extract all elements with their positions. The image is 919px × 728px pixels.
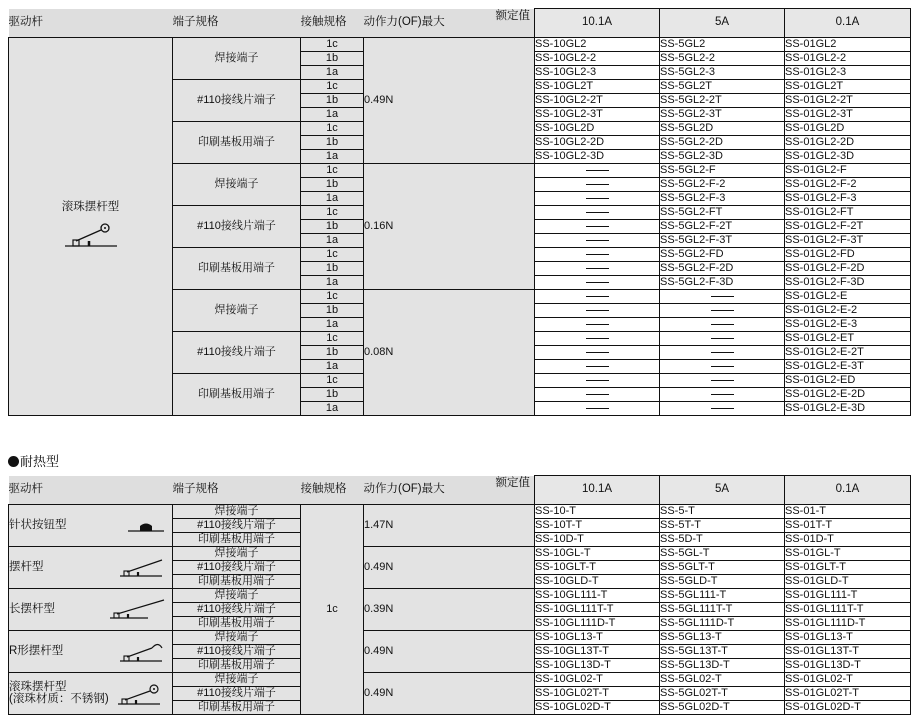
header-current-10a: 10.1A — [535, 9, 660, 38]
not-available-dash — [586, 268, 609, 269]
not-available-dash — [586, 212, 609, 213]
contact-spec-cell: 1a — [301, 150, 364, 164]
actuator-cell — [9, 631, 173, 673]
contact-spec-cell: 1a — [301, 360, 364, 374]
model-10a-cell: SS-10GL2-2 — [535, 52, 660, 66]
model-5a-cell: SS-5GL2 — [660, 38, 785, 52]
model-01a-cell: SS-01GL111T-T — [785, 603, 911, 617]
header-contact-spec: 接触规格 — [301, 9, 364, 38]
model-01a-cell: SS-01GL2D — [785, 122, 911, 136]
table-row — [9, 673, 911, 687]
model-5a-cell: SS-5GL13-T — [660, 631, 785, 645]
model-01a-cell: SS-01GL02T-T — [785, 687, 911, 701]
operating-force-cell: 0.39N — [364, 589, 535, 631]
contact-spec-cell: 1a — [301, 66, 364, 80]
actuator-cell — [9, 547, 173, 589]
model-01a-cell: SS-01T-T — [785, 519, 911, 533]
model-5a-cell: SS-5GL2-FD — [660, 248, 785, 262]
terminal-type-cell: 焊接端子 — [173, 589, 301, 603]
model-01a-cell: SS-01-T — [785, 505, 911, 519]
not-available-dash — [711, 408, 734, 409]
model-10a-cell: SS-10GL13D-T — [535, 659, 660, 673]
model-10a-cell: SS-10GL2-3T — [535, 108, 660, 122]
header-current-5a: 5A — [660, 9, 785, 38]
terminal-type-cell: 焊接端子 — [173, 164, 301, 206]
model-5a-cell — [660, 360, 785, 374]
model-10a-cell: SS-10GLT-T — [535, 561, 660, 575]
model-10a-cell — [535, 290, 660, 304]
contact-spec-cell: 1b — [301, 388, 364, 402]
section-title: 耐热型 — [20, 454, 60, 469]
not-available-dash — [586, 352, 609, 353]
model-01a-cell: SS-01GL2-F-2D — [785, 262, 911, 276]
model-01a-cell: SS-01GL2-E-3 — [785, 318, 911, 332]
standard-spec-table — [8, 8, 911, 416]
model-5a-cell: SS-5GLD-T — [660, 575, 785, 589]
contact-spec-cell: 1c — [301, 248, 364, 262]
model-10a-cell: SS-10GL2 — [535, 38, 660, 52]
terminal-type-cell: #110接线片端子 — [173, 206, 301, 248]
pin-plunger-icon — [126, 518, 166, 534]
model-10a-cell: SS-10GL111D-T — [535, 617, 660, 631]
model-10a-cell — [535, 388, 660, 402]
terminal-type-cell: 印刷基板用端子 — [173, 659, 301, 673]
model-01a-cell: SS-01GL111D-T — [785, 617, 911, 631]
model-10a-cell: SS-10GL2-2T — [535, 94, 660, 108]
model-5a-cell — [660, 290, 785, 304]
model-10a-cell — [535, 402, 660, 416]
model-01a-cell: SS-01GL02D-T — [785, 701, 911, 715]
model-10a-cell — [535, 248, 660, 262]
contact-spec-cell: 1c — [301, 374, 364, 388]
header-current-10a: 10.1A — [535, 476, 660, 505]
terminal-type-cell: #110接线片端子 — [173, 80, 301, 122]
contact-spec-cell: 1a — [301, 276, 364, 290]
model-5a-cell: SS-5GL2D — [660, 122, 785, 136]
model-01a-cell: SS-01GL2-E-2D — [785, 388, 911, 402]
model-01a-cell: SS-01GL2-ET — [785, 332, 911, 346]
model-10a-cell — [535, 318, 660, 332]
operating-force-cell: 0.49N — [364, 547, 535, 589]
not-available-dash — [711, 366, 734, 367]
model-10a-cell: SS-10GL13T-T — [535, 645, 660, 659]
table2-body — [9, 505, 911, 715]
model-01a-cell: SS-01GLD-T — [785, 575, 911, 589]
model-5a-cell: SS-5GL2-FT — [660, 206, 785, 220]
terminal-type-cell: 印刷基板用端子 — [173, 374, 301, 416]
terminal-type-cell: #110接线片端子 — [173, 645, 301, 659]
model-5a-cell: SS-5GL2-3 — [660, 66, 785, 80]
terminal-type-cell: 印刷基板用端子 — [173, 701, 301, 715]
actuator-label: 针状按钮型 — [9, 518, 67, 531]
model-01a-cell: SS-01GL111-T — [785, 589, 911, 603]
actuator-cell — [9, 505, 173, 547]
not-available-dash — [711, 352, 734, 353]
operating-force-cell: 1.47N — [364, 505, 535, 547]
model-01a-cell: SS-01GL02-T — [785, 673, 911, 687]
model-5a-cell: SS-5GL2-2D — [660, 136, 785, 150]
section-heat-resistant — [8, 451, 59, 470]
terminal-type-cell: #110接线片端子 — [173, 603, 301, 617]
contact-spec-cell: 1a — [301, 402, 364, 416]
terminal-type-cell: 焊接端子 — [173, 673, 301, 687]
actuator-label: 滚珠摆杆型 — [61, 200, 120, 213]
model-5a-cell: SS-5D-T — [660, 533, 785, 547]
terminal-type-cell: #110接线片端子 — [173, 561, 301, 575]
model-10a-cell: SS-10GLD-T — [535, 575, 660, 589]
model-01a-cell: SS-01GL2-E-2T — [785, 346, 911, 360]
model-5a-cell — [660, 304, 785, 318]
not-available-dash — [711, 338, 734, 339]
heat-resistant-spec-table — [8, 475, 911, 715]
not-available-dash — [586, 254, 609, 255]
model-01a-cell: SS-01GL2-F-2T — [785, 220, 911, 234]
header-operating-force — [364, 476, 535, 505]
table1-body — [9, 38, 911, 416]
model-5a-cell: SS-5GL02D-T — [660, 701, 785, 715]
model-01a-cell: SS-01GL2-F-3T — [785, 234, 911, 248]
not-available-dash — [586, 198, 609, 199]
model-01a-cell: SS-01GL2-F-3 — [785, 192, 911, 206]
header-contact-spec: 接触规格 — [301, 476, 364, 505]
model-10a-cell: SS-10GL2-3 — [535, 66, 660, 80]
model-10a-cell — [535, 220, 660, 234]
model-5a-cell: SS-5GL2-F-3 — [660, 192, 785, 206]
model-5a-cell — [660, 346, 785, 360]
actuator-label: R形摆杆型 — [9, 644, 64, 657]
model-01a-cell: SS-01GL13T-T — [785, 645, 911, 659]
terminal-type-cell: #110接线片端子 — [173, 332, 301, 374]
model-01a-cell: SS-01GL2-FD — [785, 248, 911, 262]
not-available-dash — [586, 324, 609, 325]
actuator-cell — [9, 673, 173, 715]
contact-spec-cell: 1b — [301, 178, 364, 192]
roller-lever-icon — [9, 219, 172, 251]
header-terminal-spec: 端子规格 — [173, 476, 301, 505]
model-5a-cell: SS-5GL2-F-2D — [660, 262, 785, 276]
contact-spec-cell: 1b — [301, 220, 364, 234]
model-5a-cell: SS-5GL2-F-2 — [660, 178, 785, 192]
contact-spec-cell: 1c — [301, 332, 364, 346]
model-01a-cell: SS-01GL2-2T — [785, 94, 911, 108]
model-10a-cell — [535, 234, 660, 248]
table2-header-row — [9, 476, 911, 505]
contact-spec-cell: 1a — [301, 234, 364, 248]
header-current-01a: 0.1A — [785, 9, 911, 38]
not-available-dash — [711, 380, 734, 381]
terminal-type-cell: 印刷基板用端子 — [173, 575, 301, 589]
model-10a-cell: SS-10GL111-T — [535, 589, 660, 603]
model-5a-cell: SS-5GL2-F-3T — [660, 234, 785, 248]
model-01a-cell: SS-01GL2-3 — [785, 66, 911, 80]
header-current-01a: 0.1A — [785, 476, 911, 505]
model-01a-cell: SS-01GL2-F — [785, 164, 911, 178]
actuator-label: 长摆杆型 — [9, 602, 55, 615]
bullet-icon — [8, 456, 19, 467]
model-01a-cell: SS-01GL13D-T — [785, 659, 911, 673]
contact-spec-cell: 1b — [301, 304, 364, 318]
header-rated-value: 额定值 — [495, 476, 530, 489]
not-available-dash — [586, 380, 609, 381]
table-row — [9, 589, 911, 603]
model-01a-cell: SS-01GL13-T — [785, 631, 911, 645]
model-5a-cell: SS-5T-T — [660, 519, 785, 533]
model-01a-cell: SS-01GL2-2 — [785, 52, 911, 66]
model-5a-cell: SS-5GL2-F — [660, 164, 785, 178]
terminal-type-cell: 焊接端子 — [173, 631, 301, 645]
terminal-type-cell: 焊接端子 — [173, 290, 301, 332]
r-hinge-lever-icon — [118, 640, 166, 664]
not-available-dash — [586, 184, 609, 185]
header-operating-force-label: 动作力(OF)最大 — [363, 16, 445, 28]
terminal-type-cell: #110接线片端子 — [173, 687, 301, 701]
header-operating-force — [364, 9, 535, 38]
model-01a-cell: SS-01GL2-FT — [785, 206, 911, 220]
actuator-cell — [9, 589, 173, 631]
model-10a-cell — [535, 276, 660, 290]
model-5a-cell: SS-5GL-T — [660, 547, 785, 561]
not-available-dash — [711, 324, 734, 325]
contact-spec-cell: 1c — [301, 206, 364, 220]
model-01a-cell: SS-01GL2-E-3T — [785, 360, 911, 374]
model-01a-cell: SS-01GLT-T — [785, 561, 911, 575]
model-10a-cell: SS-10GL111T-T — [535, 603, 660, 617]
model-01a-cell: SS-01GL2-F-2 — [785, 178, 911, 192]
model-10a-cell — [535, 192, 660, 206]
contact-spec-cell: 1a — [301, 192, 364, 206]
not-available-dash — [711, 310, 734, 311]
operating-force-cell: 0.16N — [364, 164, 535, 290]
model-5a-cell — [660, 388, 785, 402]
model-5a-cell: SS-5GL2-F-2T — [660, 220, 785, 234]
not-available-dash — [586, 170, 609, 171]
model-01a-cell: SS-01GL-T — [785, 547, 911, 561]
model-01a-cell: SS-01GL2-F-3D — [785, 276, 911, 290]
model-5a-cell — [660, 318, 785, 332]
model-5a-cell: SS-5GL2-3T — [660, 108, 785, 122]
model-01a-cell: SS-01GL2T — [785, 80, 911, 94]
model-10a-cell: SS-10GL2-2D — [535, 136, 660, 150]
model-10a-cell: SS-10GL02T-T — [535, 687, 660, 701]
contact-spec-cell: 1c — [301, 80, 364, 94]
contact-spec-cell: 1a — [301, 318, 364, 332]
model-10a-cell: SS-10D-T — [535, 533, 660, 547]
operating-force-cell: 0.49N — [364, 38, 535, 164]
model-10a-cell — [535, 346, 660, 360]
not-available-dash — [586, 296, 609, 297]
model-5a-cell: SS-5GL111T-T — [660, 603, 785, 617]
table-row — [9, 505, 911, 519]
terminal-type-cell: 印刷基板用端子 — [173, 533, 301, 547]
model-10a-cell — [535, 304, 660, 318]
table1-header-row — [9, 9, 911, 38]
model-5a-cell — [660, 402, 785, 416]
header-terminal-spec: 端子规格 — [173, 9, 301, 38]
model-10a-cell — [535, 332, 660, 346]
model-01a-cell: SS-01D-T — [785, 533, 911, 547]
not-available-dash — [586, 394, 609, 395]
not-available-dash — [586, 282, 609, 283]
actuator-label: 滚珠摆杆型 — [9, 681, 67, 693]
not-available-dash — [586, 338, 609, 339]
model-5a-cell: SS-5GL111-T — [660, 589, 785, 603]
model-01a-cell: SS-01GL2-3T — [785, 108, 911, 122]
model-5a-cell — [660, 374, 785, 388]
actuator-cell — [9, 38, 173, 416]
model-5a-cell: SS-5GL13T-T — [660, 645, 785, 659]
operating-force-cell: 0.49N — [364, 673, 535, 715]
model-10a-cell: SS-10GL-T — [535, 547, 660, 561]
model-5a-cell: SS-5-T — [660, 505, 785, 519]
model-5a-cell: SS-5GL2-F-3D — [660, 276, 785, 290]
terminal-type-cell: 焊接端子 — [173, 38, 301, 80]
contact-spec-cell: 1c — [301, 164, 364, 178]
model-01a-cell: SS-01GL2-E-3D — [785, 402, 911, 416]
header-actuator: 驱动杆 — [9, 476, 173, 505]
model-10a-cell: SS-10GL2T — [535, 80, 660, 94]
header-operating-force-label: 动作力(OF)最大 — [363, 483, 445, 495]
model-01a-cell: SS-01GL2-3D — [785, 150, 911, 164]
model-01a-cell: SS-01GL2-E — [785, 290, 911, 304]
contact-spec-cell: 1b — [301, 262, 364, 276]
table-row — [9, 631, 911, 645]
model-10a-cell: SS-10GL2-3D — [535, 150, 660, 164]
model-10a-cell — [535, 374, 660, 388]
terminal-type-cell: 焊接端子 — [173, 505, 301, 519]
terminal-type-cell: 印刷基板用端子 — [173, 248, 301, 290]
actuator-label: 摆杆型 — [9, 560, 44, 573]
operating-force-cell: 0.49N — [364, 631, 535, 673]
contact-spec-cell: 1a — [301, 108, 364, 122]
model-01a-cell: SS-01GL2-2D — [785, 136, 911, 150]
not-available-dash — [586, 226, 609, 227]
model-10a-cell: SS-10GL02D-T — [535, 701, 660, 715]
roller-lever-icon — [116, 681, 166, 707]
operating-force-cell: 0.08N — [364, 290, 535, 416]
long-hinge-lever-icon — [108, 599, 166, 621]
model-10a-cell: SS-10GL2D — [535, 122, 660, 136]
terminal-type-cell: 印刷基板用端子 — [173, 122, 301, 164]
contact-spec-cell: 1c — [301, 290, 364, 304]
header-current-5a: 5A — [660, 476, 785, 505]
model-10a-cell: SS-10GL02-T — [535, 673, 660, 687]
not-available-dash — [586, 408, 609, 409]
model-5a-cell: SS-5GL111D-T — [660, 617, 785, 631]
header-rated-value: 额定值 — [495, 9, 530, 22]
terminal-type-cell: #110接线片端子 — [173, 519, 301, 533]
model-10a-cell: SS-10T-T — [535, 519, 660, 533]
model-01a-cell: SS-01GL2-ED — [785, 374, 911, 388]
model-10a-cell — [535, 262, 660, 276]
not-available-dash — [586, 240, 609, 241]
model-5a-cell: SS-5GL13D-T — [660, 659, 785, 673]
contact-spec-cell: 1c — [301, 122, 364, 136]
contact-spec-cell: 1b — [301, 52, 364, 66]
model-5a-cell: SS-5GLT-T — [660, 561, 785, 575]
model-5a-cell — [660, 332, 785, 346]
table-row — [9, 38, 911, 52]
not-available-dash — [586, 366, 609, 367]
model-5a-cell: SS-5GL02T-T — [660, 687, 785, 701]
model-10a-cell — [535, 164, 660, 178]
contact-spec-cell: 1b — [301, 94, 364, 108]
contact-spec-cell: 1b — [301, 346, 364, 360]
header-actuator: 驱动杆 — [9, 9, 173, 38]
model-01a-cell: SS-01GL2 — [785, 38, 911, 52]
contact-spec-cell: 1c — [301, 505, 364, 715]
actuator-note: (滚珠材质：不锈钢) — [9, 692, 109, 705]
model-01a-cell: SS-01GL2-E-2 — [785, 304, 911, 318]
contact-spec-cell: 1c — [301, 38, 364, 52]
model-5a-cell: SS-5GL2T — [660, 80, 785, 94]
model-10a-cell: SS-10-T — [535, 505, 660, 519]
model-10a-cell: SS-10GL13-T — [535, 631, 660, 645]
table-row — [9, 547, 911, 561]
hinge-lever-icon — [118, 557, 166, 579]
model-10a-cell — [535, 206, 660, 220]
model-5a-cell: SS-5GL2-2 — [660, 52, 785, 66]
not-available-dash — [586, 310, 609, 311]
contact-spec-cell: 1b — [301, 136, 364, 150]
model-10a-cell — [535, 178, 660, 192]
model-5a-cell: SS-5GL02-T — [660, 673, 785, 687]
model-10a-cell — [535, 360, 660, 374]
model-5a-cell: SS-5GL2-2T — [660, 94, 785, 108]
not-available-dash — [711, 296, 734, 297]
terminal-type-cell: 印刷基板用端子 — [173, 617, 301, 631]
terminal-type-cell: 焊接端子 — [173, 547, 301, 561]
model-5a-cell: SS-5GL2-3D — [660, 150, 785, 164]
not-available-dash — [711, 394, 734, 395]
